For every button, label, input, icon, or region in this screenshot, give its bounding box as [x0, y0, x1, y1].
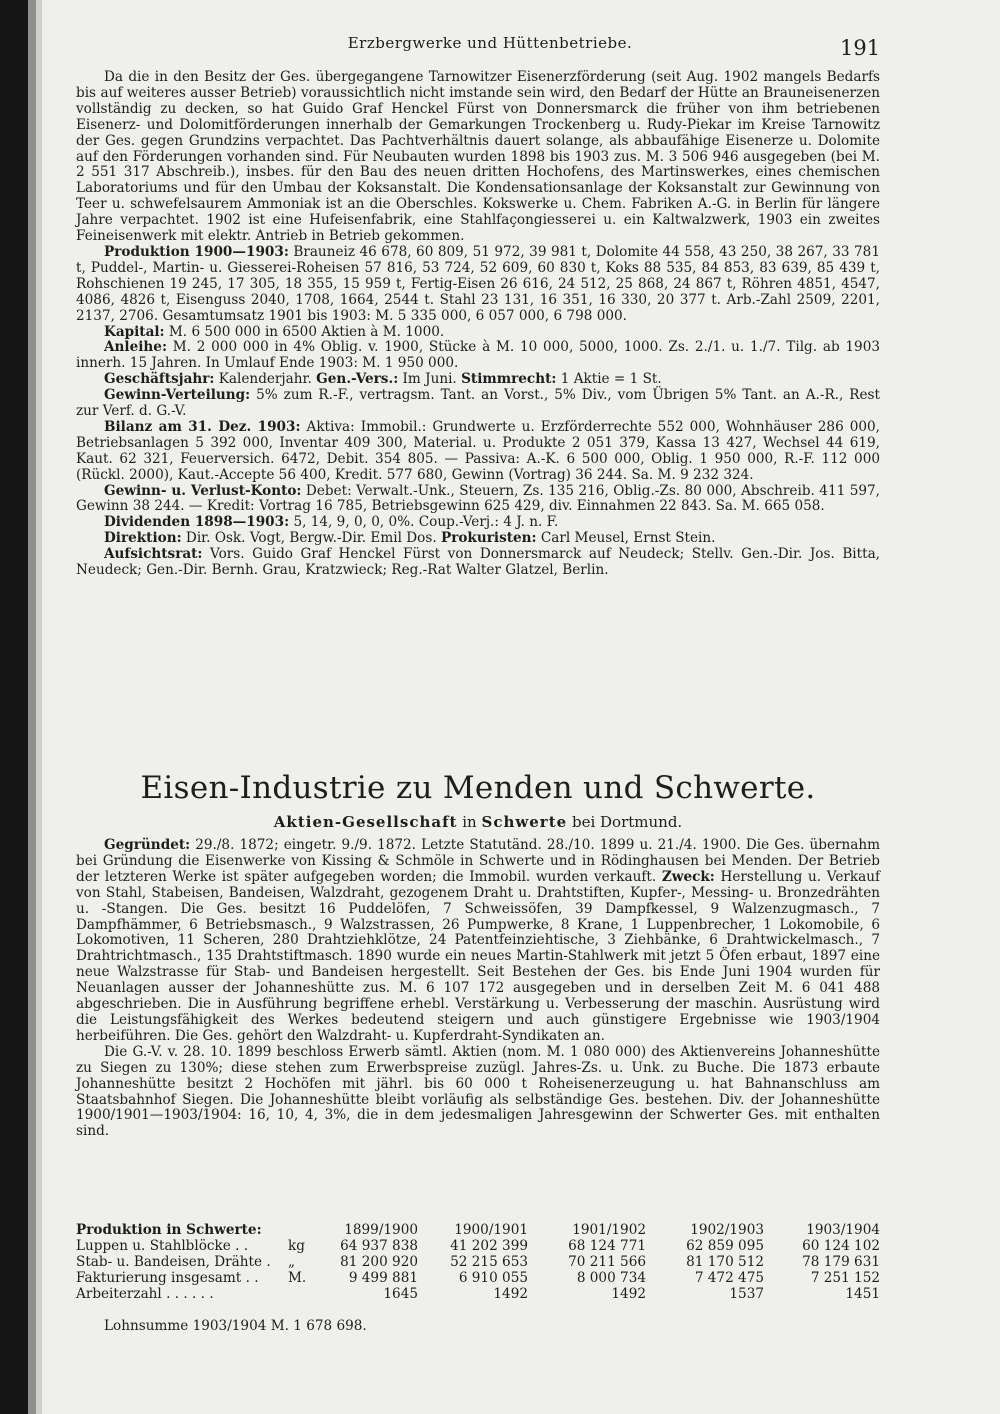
year-header: 1899/1900 — [344, 1222, 418, 1238]
kapital-paragraph — [76, 325, 880, 341]
cell-value: 62 859 095 — [686, 1237, 764, 1254]
kapital-text: M. 6 500 000 in 6500 Aktien à M. 1000. — [168, 323, 445, 340]
zweck-label: Zweck: — [661, 868, 715, 885]
gegruendet-paragraph — [76, 838, 880, 1045]
row-label: Luppen u. Stahlblöcke . . — [76, 1237, 249, 1254]
anleihe-paragraph — [76, 340, 880, 372]
produktion-text: Brauneiz 46 678, 60 809, 51 972, 39 981 t, Dolomite 44 558, 43 250, 38 267, 33 781 t, Puddel-, Martin- u. Giesserei-Roheisen 57 816, 53 724, 52 609, 60 830 t, Koks 88 535, 84 853, 83 639, 85 439 t, Rohschienen 19 245, 17 305, 18 355, 15 959 t, Fertig-Eisen 26 616, 24 512, 25 868, 24 867 t, Röhren 4851, 4547, 4086, 4826 t, Eisenguss 2040, 1708, 1664, 2544 t. Stahl 23 131, 16 351, 16 330, 20 377 t. Arb.-Zahl 2509, 2201, 2137, 2706. Gesamtumsatz 1901 bis 1903: M. 5 335 000, 6 057 000, 6 798 000. — [76, 243, 880, 324]
gv-beschluss-paragraph: Die G.-V. v. 28. 10. 1899 beschloss Erwerb sämtl. Aktien (nom. M. 1 080 000) des Aktienvereins Johanneshütte zu Siegen zu 130%; diese stehen zum Erwerbspreise zuzügl. Jahres-Zs. u. Unk. zu Buche. Die 1873 erbaute Johanneshütte besitzt 2 Hochöfen mit jährl. bis 60 000 t Roheisenerzeugung u. hat Bahnanschluss am Staatsbahnhof Siegen. Die Johanneshütte bleibt vorläufig als selbständige Ges. bestehen. Div. der Johanneshütte 1900/1901—1903/1904: 16, 10, 4, 3%, die in dem jedesmaligen Jahresgewinn der Schwerter Ges. mit enthalten sind. — [76, 1043, 880, 1140]
year-header: 1901/1902 — [572, 1222, 646, 1238]
page-number: 191 — [840, 36, 881, 60]
year-header: 1903/1904 — [806, 1222, 880, 1238]
zweck-text: Herstellung u. Verkauf von Stahl, Stabeisen, Bandeisen, Walzdraht, gezogenem Draht u. Drahtstiften, Kupfer-, Messing- u. Bronzedrähten u. -Stangen. Die Ges. besitzt 16 Puddelöfen, 7 Schweissöfen, 39 Dampfkessel, 9 Walzenzugmasch., 7 Dampfhämmer, 6 Betriebsmasch., 9 Walzstrassen, 26 Pumpwerke, 8 Krane, 1 Luppenbrecher, 1 Lokomobile, 6 Lokomotiven, 11 Scheren, 280 Drahtziehklötze, 24 Patentfeinziehtische, 3 Ziehbänke, 6 Drahtwickelmasch., 7 Drahtrichtmasch., 135 Drahtstiftmasch. 1890 wurde ein neues Martin-Stahlwerk mit jetzt 5 Öfen erbaut, 1897 eine neue Walzstrasse für Stab- und Bandeisen hergestellt. Seit Bestehen der Ges. bis Ende Juni 1904 wurden für Neuanlagen ausser der Johanneshütte zus. M. 6 107 172 ausgegeben und in derselben Zeit M. 6 041 488 abgeschrieben. Die in Ausführung begriffene erhebl. Verstärkung u. Verbesserung der maschin. Ausrüstung wird die Leistungsfähigkeit des Werkes bedeutend steigern und auch günstigere Ergebnisse wie 1903/1904 herbeiführen. Die Ges. gehört den Walzdraht- u. Kupferdraht-Syndikaten an. — [76, 868, 880, 1044]
subtitle-near: bei Dortmund. — [571, 813, 683, 831]
gj-label: Geschäftsjahr: — [104, 371, 215, 388]
subtitle-ag: Aktien-Gesellschaft — [273, 813, 458, 831]
year-header: 1902/1903 — [690, 1222, 764, 1238]
cell-value: 64 937 838 — [340, 1237, 418, 1254]
cell-value: 60 124 102 — [802, 1237, 880, 1254]
cell-value: 1645 — [383, 1285, 418, 1302]
table-header-label: Produktion in Schwerte: — [76, 1222, 262, 1238]
stimmrecht-label: Stimmrecht: — [461, 371, 557, 388]
production-table — [76, 1223, 880, 1303]
cell-value: 7 472 475 — [694, 1269, 764, 1286]
cell-value: 81 170 512 — [686, 1253, 764, 1270]
cell-value: 7 251 152 — [810, 1269, 880, 1286]
gegruendet-text: 29./8. 1872; eingetr. 9./9. 1872. Letzte Statutänd. 28./10. 1899 u. 21./4. 1900. Die Ges. übernahm bei Gründung die Eisenwerke von Kissing & Schmöle in Schwerte und in Rödinghausen bei Menden. Der Betrieb der letzteren Werke ist später aufgegeben worden; die Immobil. wurden verkauft. — [76, 837, 880, 885]
prokuristen-text: Carl Meusel, Ernst Stein. — [540, 530, 716, 547]
lohnsumme-line: Lohnsumme 1903/1904 M. 1 678 698. — [104, 1318, 367, 1334]
cell-value: 6 910 055 — [458, 1269, 528, 1286]
row-label: Fakturierung insgesamt . . — [76, 1269, 259, 1286]
row-unit — [288, 1287, 322, 1303]
binding-shadow — [0, 0, 28, 1414]
subtitle-city: Schwerte — [481, 813, 568, 831]
cell-value: 1492 — [493, 1285, 528, 1302]
dividenden-label: Dividenden 1898—1903: — [104, 514, 290, 531]
cell-value: 81 200 920 — [340, 1253, 418, 1270]
row-unit: kg — [288, 1237, 305, 1254]
stimmrecht-text: 1 Aktie = 1 St. — [560, 371, 662, 388]
bilanz-text: Aktiva: Immobil.: Grundwerte u. Erzförderrechte 552 000, Wohnhäuser 286 000, Betriebsanlagen 5 392 000, Inventar 409 300, Material. u. Produkte 2 051 379, Kassa 13 427, Wechsel 44 619, Kaut. 62 321, Feuerversich. 6472, Debit. 354 805. — Passiva: A.-K. 6 500 000, Oblig. 1 950 000, R.-F. 112 000 (Rückl. 2000), Kaut.-Accepte 56 400, Kredit. 577 680, Gewinn (Vortrag) 36 244. Sa. M. 9 232 324. — [76, 418, 880, 483]
gewinn-text: 5% zum R.-F., vertragsm. Tant. an Vorst., 5% Div., vom Übrigen 5% Tant. an A.-R., Rest zur Verf. d. G.-V. — [76, 387, 880, 420]
table-row — [76, 1287, 880, 1303]
company-entry-tarnowitz — [76, 70, 880, 579]
guv-paragraph — [76, 484, 880, 516]
company-entry-schwerte — [76, 838, 880, 1140]
guv-label: Gewinn- u. Verlust-Konto: — [104, 482, 302, 499]
company-heading: Eisen-Industrie zu Menden und Schwerte. — [140, 770, 816, 806]
bilanz-label: Bilanz am 31. Dez. 1903: — [104, 418, 301, 435]
table-row — [76, 1239, 880, 1255]
binding-shadow-light — [36, 0, 42, 1414]
gewinn-label: Gewinn-Verteilung: — [104, 387, 251, 404]
year-header: 1900/1901 — [454, 1222, 528, 1238]
direktion-paragraph — [76, 531, 880, 547]
running-title: Erzbergwerke und Hüttenbetriebe. — [347, 34, 633, 52]
cell-value: 70 211 566 — [568, 1253, 646, 1270]
cell-value: 68 124 771 — [568, 1237, 646, 1254]
row-unit: M. — [288, 1269, 307, 1286]
gegruendet-label: Gegründet: — [104, 837, 191, 853]
gv-text: Im Juni. — [402, 371, 457, 388]
table-row — [76, 1255, 880, 1271]
row-unit: „ — [288, 1253, 296, 1270]
gewinn-paragraph — [76, 388, 880, 420]
cell-value: 41 202 399 — [450, 1237, 528, 1254]
cell-value: 8 000 734 — [576, 1269, 646, 1286]
cell-value: 1451 — [845, 1285, 880, 1302]
guv-text: Debet: Verwalt.-Unk., Steuern, Zs. 135 216, Oblig.-Zs. 80 000, Abschreib. 411 597, Gewinn 38 244. — Kredit: Vortrag 16 785, Betriebsgewinn 625 429, div. Einnahmen 22 843. Sa. M. 665 058. — [76, 482, 880, 515]
dividenden-text: 5, 14, 9, 0, 0, 0%. Coup.-Verj.: 4 J. n. F. — [293, 514, 559, 531]
cell-value: 9 499 881 — [348, 1269, 418, 1286]
anleihe-text: M. 2 000 000 in 4% Oblig. v. 1900, Stücke à M. 10 000, 5000, 1000. Zs. 2./1. u. 1./7. Tilg. ab 1903 innerh. 15 Jahren. In Umlauf Ende 1903: M. 1 950 000. — [76, 339, 880, 372]
cell-value: 1537 — [729, 1285, 764, 1302]
produktion-paragraph — [76, 245, 880, 325]
row-label: Stab- u. Bandeisen, Drähte . — [76, 1253, 271, 1270]
intro-paragraph: Da die in den Besitz der Ges. übergegangene Tarnowitzer Eisenerzförderung (seit Aug. 1902 mangels Bedarfs bis auf weiteres ausser Betrieb) voraussichtlich nicht imstande sein wird, den Bedarf der Hütte an Brauneisenerzen vollständig zu decken, so hat Guido Graf Henckel Fürst von Donnersmarck die früher von ihm betriebenen Eisenerz- und Dolomitförderungen innerhalb der Gemarkungen Trockenberg u. Rudy-Piekar im Kreise Tarnowitz der Ges. gegen Grundzins verpachtet. Das Pachtverhältnis dauert solange, als abbaufähige Eisenerze u. Dolomite auf den Förderungen vorhanden sind. Für Neubauten wurden 1898 bis 1903 zus. M. 3 506 946 ausgegeben (bei M. 2 551 317 Abschreib.), insbes. für den Bau des neuen dritten Hochofens, des Martinswerkes, eines chemischen Laboratoriums und für den Umbau der Koksanstalt. Die Kondensationsanlage der Koksanstalt zur Gewinnung von Teer u. schwefelsaurem Ammoniak ist an die Oberschles. Kokswerke u. Chem. Fabriken A.-G. in Berlin für längere Jahre verpachtet. 1902 ist eine Hufeisenfabrik, eine Stahlfaçongiesserei u. ein Kaltwalzwerk, 1903 ein zweites Feineisenwerk mit elektr. Antrieb in Betrieb gekommen. — [76, 69, 880, 245]
direktion-label: Direktion: — [104, 530, 182, 547]
prokuristen-label: Prokuristen: — [440, 530, 537, 547]
company-subheading — [76, 812, 880, 832]
anleihe-label: Anleihe: — [104, 339, 167, 356]
dividenden-paragraph — [76, 515, 880, 531]
cell-value: 1492 — [611, 1285, 646, 1302]
gv-label: Gen.-Vers.: — [316, 371, 399, 388]
table-header-row — [76, 1223, 880, 1239]
table-row — [76, 1271, 880, 1287]
aufsichtsrat-label: Aufsichtsrat: — [104, 546, 203, 563]
binding-shadow-mid — [28, 0, 36, 1414]
row-label: Arbeiterzahl . . . . . . — [76, 1285, 214, 1302]
subtitle-in: in — [462, 813, 477, 831]
geschaeftsjahr-paragraph — [76, 372, 880, 388]
gj-text: Kalenderjahr. — [218, 371, 312, 388]
cell-value: 52 215 653 — [450, 1253, 528, 1270]
aufsichtsrat-text: Vors. Guido Graf Henckel Fürst von Donnersmarck auf Neudeck; Stellv. Gen.-Dir. Jos. Bitta, Neudeck; Gen.-Dir. Bernh. Grau, Kratzwieck; Reg.-Rat Walter Glatzel, Berlin. — [76, 546, 881, 579]
aufsichtsrat-paragraph — [76, 547, 880, 579]
direktion-text: Dir. Osk. Vogt, Bergw.-Dir. Emil Dos. — [185, 530, 437, 547]
produktion-label: Produktion 1900—1903: — [104, 243, 289, 260]
kapital-label: Kapital: — [104, 323, 165, 340]
bilanz-paragraph — [76, 420, 880, 484]
cell-value: 78 179 631 — [802, 1253, 880, 1270]
